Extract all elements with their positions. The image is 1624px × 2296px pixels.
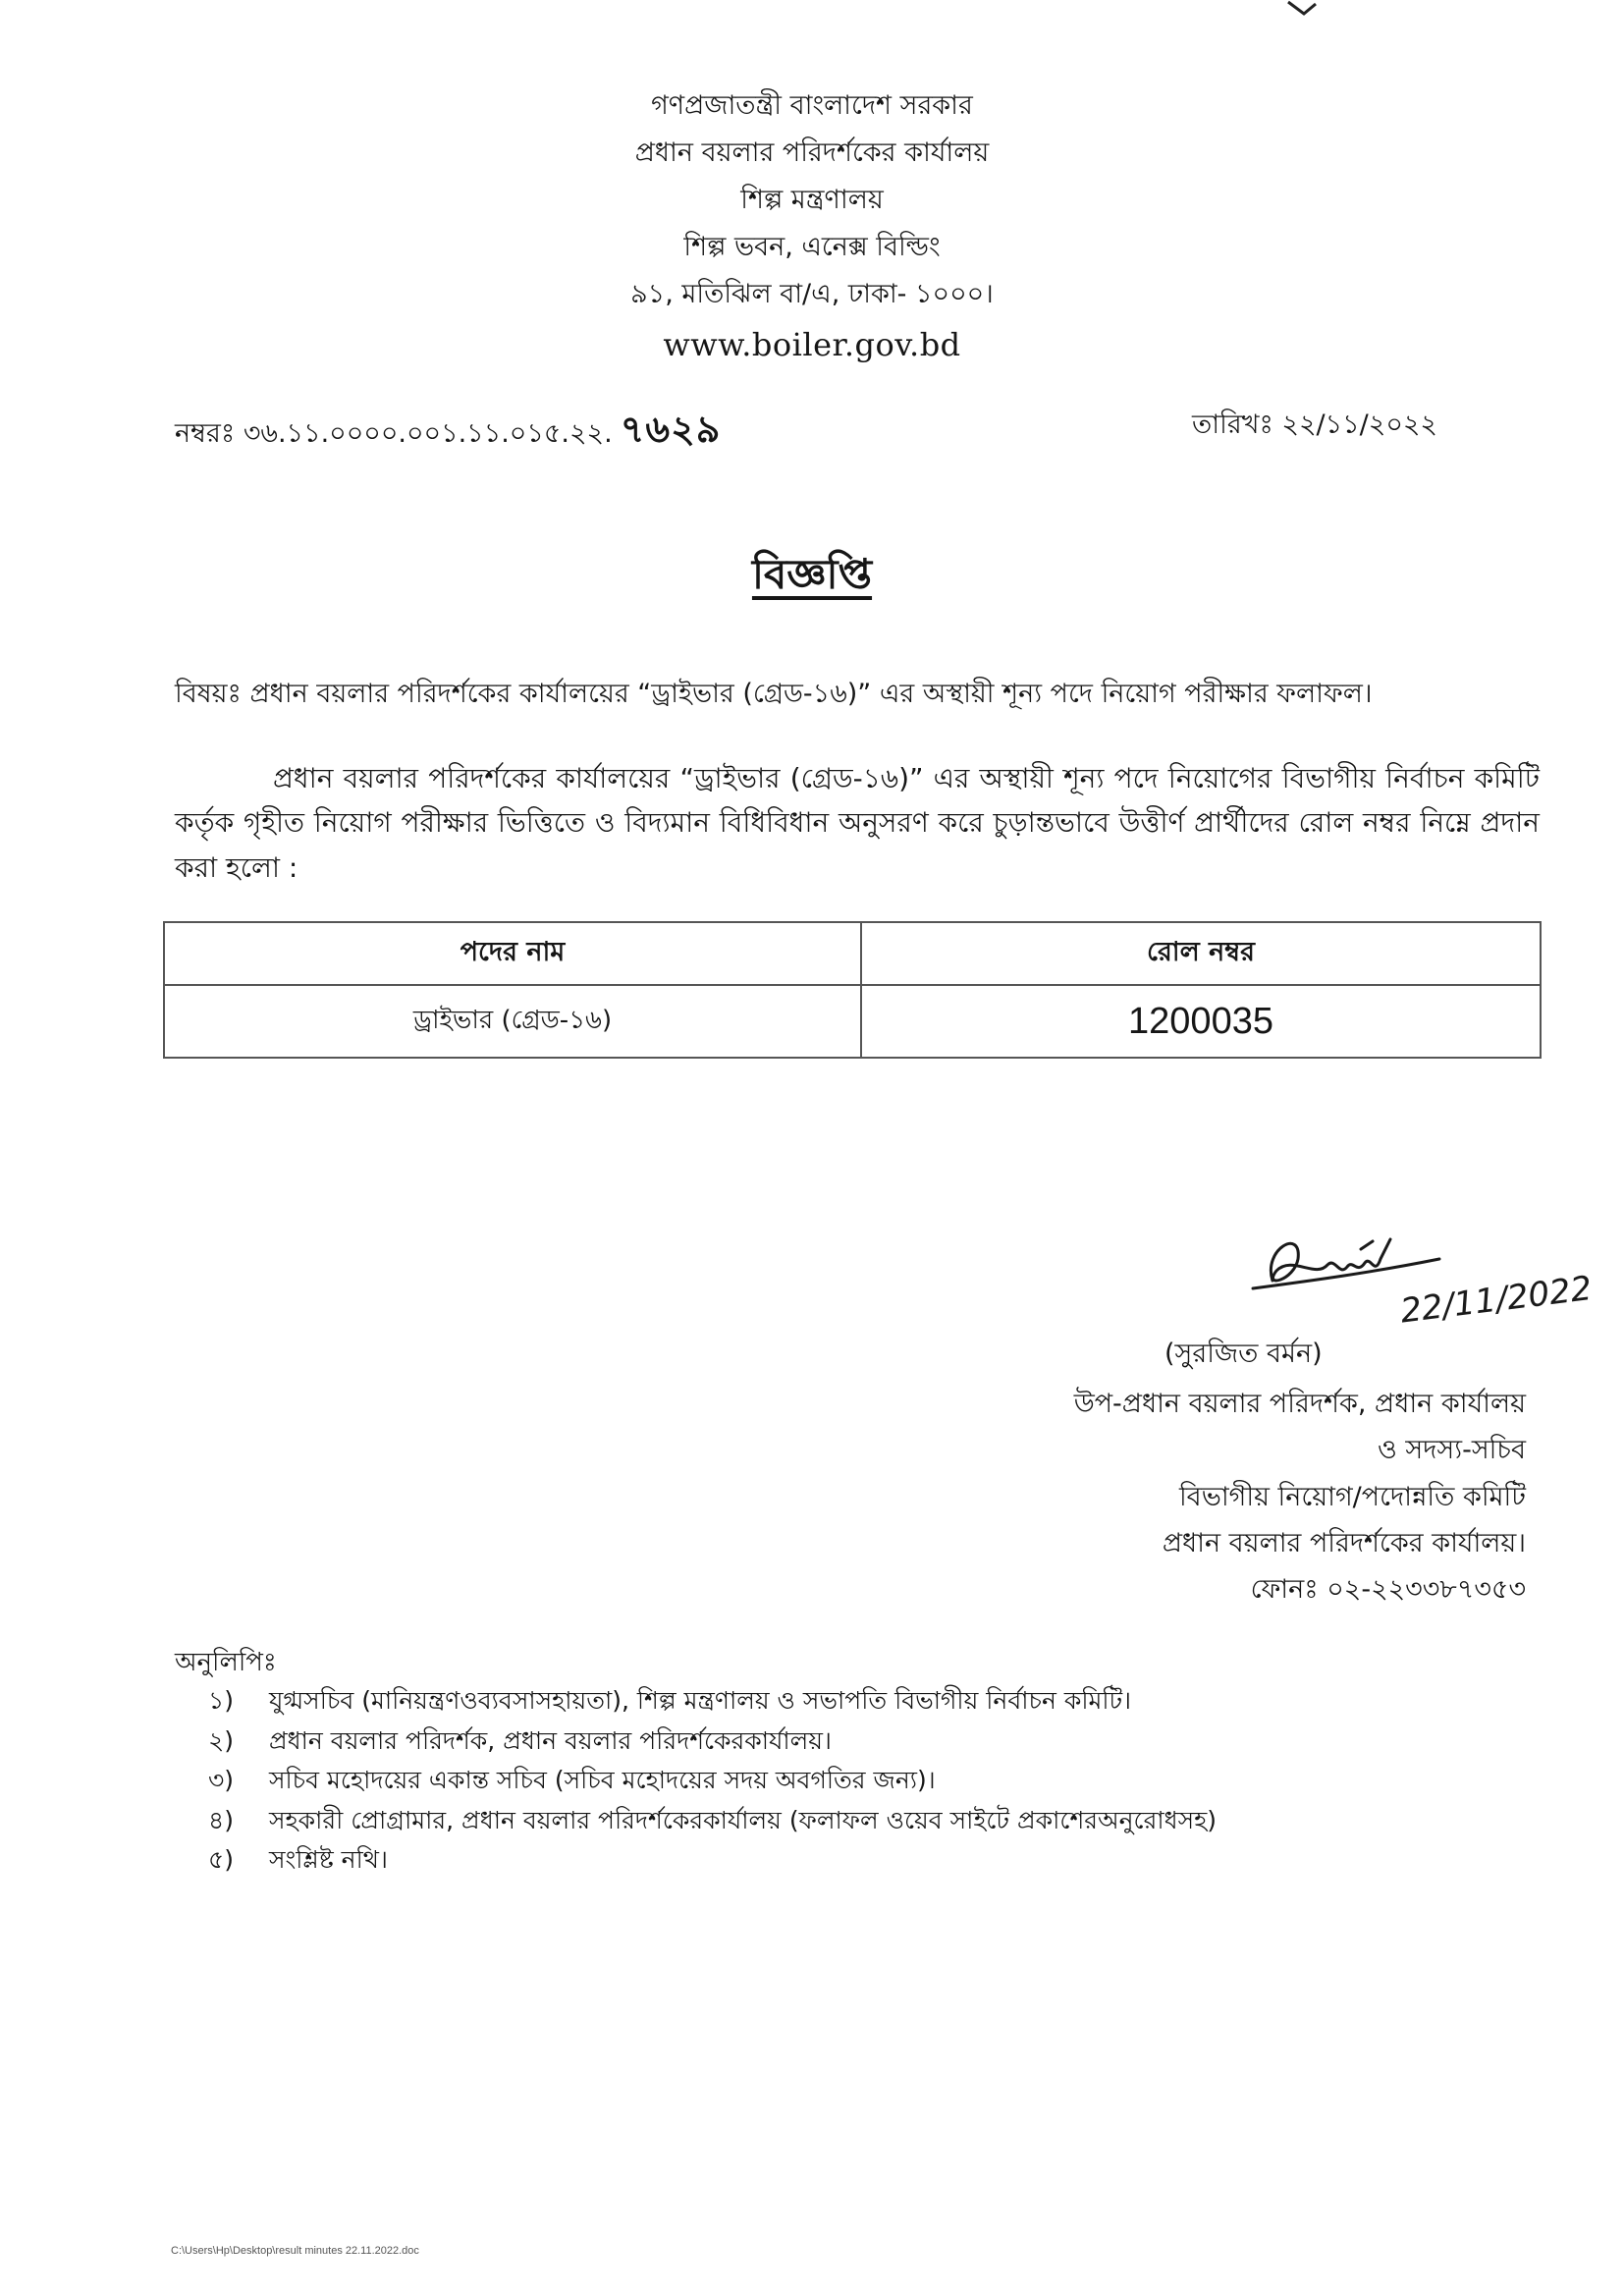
- reference-number: [175, 401, 721, 464]
- reference-label: নম্বরঃ ৩৬.১১.০০০০.০০১.১১.০১৫.২২.: [175, 418, 613, 449]
- website-url: www.boiler.gov.bd: [663, 326, 961, 363]
- copies-label: অনুলিপিঃ: [175, 1648, 277, 1677]
- header-line-government: গণপ্রজাতন্ত্রী বাংলাদেশ সরকার: [651, 90, 973, 121]
- post-name-cell: ড্রাইভার (গ্রেড-১৬): [164, 985, 861, 1058]
- header-line-address: ৯১, মতিঝিল বা/এ, ঢাকা- ১০০০।: [630, 279, 994, 309]
- header-line-office: প্রধান বয়লার পরিদর্শকের কার্যালয়: [634, 137, 990, 168]
- list-item-number: ২): [208, 1725, 235, 1755]
- designation-line: ও সদস্য-সচিব: [1377, 1435, 1526, 1466]
- list-item-text: সচিব মহোদয়ের একান্ত সচিব (সচিব মহোদয়ের সদয় অবগতির জন্য)।: [269, 1766, 936, 1794]
- list-item: [208, 1801, 1217, 1841]
- header-line-ministry: শিল্প মন্ত্রণালয়: [740, 185, 884, 215]
- notice-subject: বিষয়ঃ প্রধান বয়লার পরিদর্শকের কার্যালয়ের “ড্রাইভার (গ্রেড-১৬)” এর অস্থায়ী শূন্য পদে নিয়োগ পরীক্ষার ফলাফল।: [175, 679, 1373, 709]
- handwritten-reference: ৭৬২৯: [620, 408, 722, 451]
- list-item-number: ৪): [208, 1805, 234, 1834]
- notice-title: বিজ্ঞপ্তি: [751, 550, 873, 598]
- table-row: [164, 985, 1541, 1058]
- signatory-name: (সুরজিত বর্মন): [1164, 1339, 1323, 1369]
- list-item-text: সহকারী প্রোগ্রামার, প্রধান বয়লার পরিদর্শকেরকার্যালয় (ফলাফল ওয়েব সাইটে প্রকাশেরঅনুরোধসহ): [269, 1805, 1218, 1834]
- letterhead: [0, 90, 1624, 363]
- phone-number: ফোনঃ ০২-২২৩৩৮৭৩৫৩: [1250, 1574, 1526, 1605]
- copies-list: [208, 1681, 1217, 1881]
- signatory-designation: [1074, 1381, 1526, 1613]
- signature-date: 22/11/2022: [1398, 1269, 1595, 1332]
- list-item: [208, 1722, 1217, 1762]
- list-item: [208, 1681, 1217, 1722]
- list-item-text: সংশ্লিষ্ট নথি।: [269, 1845, 388, 1874]
- list-item: [208, 1840, 1217, 1881]
- footer-file-path: C:\Users\Hp\Desktop\result minutes 22.11.2022.doc: [171, 2245, 419, 2257]
- header-line-building: শিল্প ভবন, এনেক্স বিল্ডিং: [683, 232, 941, 262]
- designation-line: প্রধান বয়লার পরিদর্শকের কার্যালয়।: [1162, 1527, 1526, 1558]
- list-item: [208, 1761, 1217, 1801]
- table-header-row: [164, 922, 1541, 985]
- notice-body: প্রধান বয়লার পরিদর্শকের কার্যালয়ের “ড্রাইভার (গ্রেড-১৬)” এর অস্থায়ী শূন্য পদে নিয়োগের বিভাগীয় নির্বাচন কমিটি কর্তৃক গৃহীত নিয়োগ পরীক্ষার ভিত্তিতে ও বিদ্যমান বিধিবিধান অনুসরণ করে চুড়ান্তভাবে উত্তীর্ণ প্রার্থীদের রোল নম্বর নিম্নে প্রদান করা হলো :: [175, 762, 1540, 884]
- results-table: [163, 921, 1542, 1059]
- list-item-number: ৩): [208, 1766, 235, 1794]
- signature-scribble: [1253, 1239, 1439, 1288]
- header-roll-number: রোল নম্বর: [861, 922, 1541, 985]
- list-item-number: ৫): [208, 1845, 234, 1874]
- designation-line: বিভাগীয় নিয়োগ/পদোন্নতি কমিটি: [1178, 1481, 1526, 1512]
- scan-mark: [1286, 0, 1326, 20]
- handwritten-signature: [1233, 1220, 1597, 1338]
- header-post-name: পদের নাম: [164, 922, 861, 985]
- list-item-text: প্রধান বয়লার পরিদর্শক, প্রধান বয়লার পরিদর্শকেরকার্যালয়।: [269, 1725, 832, 1755]
- issue-date: তারিখঃ ২২/১১/২০২২: [1192, 410, 1437, 440]
- roll-number-cell: 1200035: [861, 985, 1541, 1058]
- list-item-text: যুগ্মসচিব (মানিয়ন্ত্রণওব্যবসাসহায়তা), শিল্প মন্ত্রণালয় ও সভাপতি বিভাগীয় নির্বাচন কমিটি।: [269, 1686, 1132, 1715]
- designation-line: উপ-প্রধান বয়লার পরিদর্শক, প্রধান কার্যালয়: [1073, 1389, 1526, 1419]
- list-item-number: ১): [208, 1686, 234, 1715]
